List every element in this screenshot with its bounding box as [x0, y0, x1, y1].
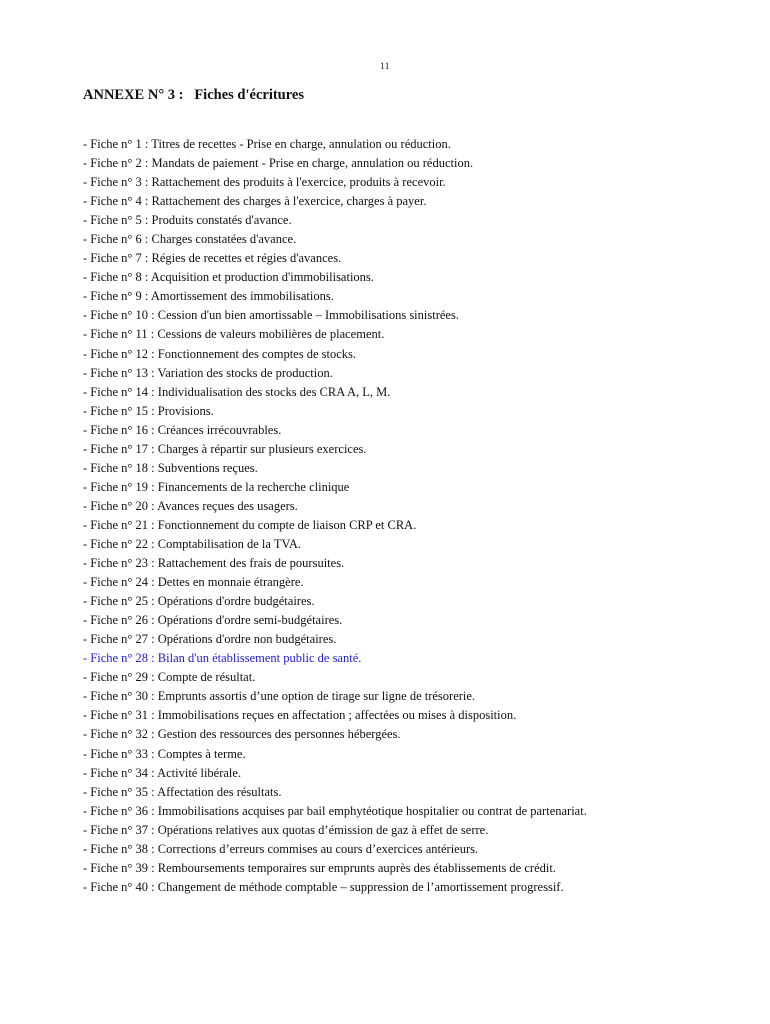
fiche-list [83, 135, 587, 897]
fiche-item: - Fiche n° 14 : Individualisation des stocks des CRA A, L, M. [83, 384, 391, 399]
fiche-item: - Fiche n° 26 : Opérations d'ordre semi-budgétaires. [83, 613, 343, 628]
fiche-item: - Fiche n° 7 : Régies de recettes et régies d'avances. [83, 251, 342, 266]
fiche-item: - Fiche n° 19 : Financements de la recherche clinique [83, 479, 350, 494]
fiche-item: - Fiche n° 30 : Emprunts assortis d’une option de tirage sur ligne de trésorerie. [83, 689, 476, 704]
fiche-item: - Fiche n° 18 : Subventions reçues. [83, 460, 258, 475]
fiche-item: - Fiche n° 12 : Fonctionnement des comptes de stocks. [83, 346, 357, 361]
fiche-item: - Fiche n° 39 : Remboursements temporaires sur emprunts auprès des établissements de crédit. [83, 860, 556, 875]
fiche-item: - Fiche n° 21 : Fonctionnement du compte de liaison CRP et CRA. [83, 517, 417, 532]
fiche-item: - Fiche n° 34 : Activité libérale. [83, 765, 242, 780]
fiche-item: - Fiche n° 11 : Cessions de valeurs mobilières de placement. [83, 327, 385, 342]
fiche-item: - Fiche n° 36 : Immobilisations acquises par bail emphytéotique hospitalier ou contrat de partenariat. [83, 803, 587, 818]
fiche-item: - Fiche n° 40 : Changement de méthode comptable – suppression de l’amortissement progressif. [83, 879, 564, 894]
fiche-item: - Fiche n° 20 : Avances reçues des usagers. [83, 498, 298, 513]
fiche-item: - Fiche n° 1 : Titres de recettes - Prise en charge, annulation ou réduction. [83, 137, 451, 151]
fiche-item: - Fiche n° 17 : Charges à répartir sur plusieurs exercices. [83, 441, 367, 456]
fiche-item: - Fiche n° 2 : Mandats de paiement - Prise en charge, annulation ou réduction. [83, 156, 474, 171]
fiche-item: - Fiche n° 38 : Corrections d’erreurs commises au cours d’exercices antérieurs. [83, 841, 479, 856]
fiche-item: - Fiche n° 32 : Gestion des ressources des personnes hébergées. [83, 727, 401, 742]
fiche-item: - Fiche n° 23 : Rattachement des frais de poursuites. [83, 556, 345, 571]
fiche-item: - Fiche n° 10 : Cession d'un bien amortissable – Immobilisations sinistrées. [83, 308, 459, 323]
fiche-item: - Fiche n° 35 : Affectation des résultats. [83, 784, 282, 799]
fiche-item: - Fiche n° 16 : Créances irrécouvrables. [83, 422, 282, 437]
fiche-item: - Fiche n° 25 : Opérations d'ordre budgétaires. [83, 594, 315, 609]
fiche-item: - Fiche n° 6 : Charges constatées d'avance. [83, 232, 297, 247]
fiche-item: - Fiche n° 15 : Provisions. [83, 403, 214, 418]
fiche-item: - Fiche n° 22 : Comptabilisation de la TVA. [83, 536, 302, 551]
page-number: 11 [380, 61, 390, 71]
fiche-item: - Fiche n° 4 : Rattachement des charges à l'exercice, charges à payer. [83, 194, 427, 209]
fiche-item: - Fiche n° 29 : Compte de résultat. [83, 670, 256, 685]
fiche-item: - Fiche n° 3 : Rattachement des produits à l'exercice, produits à recevoir. [83, 175, 446, 190]
fiche-item: - Fiche n° 8 : Acquisition et production d'immobilisations. [83, 270, 374, 285]
page-title: ANNEXE N° 3 : Fiches d'écritures [83, 87, 304, 103]
fiche-item: - Fiche n° 37 : Opérations relatives aux quotas d’émission de gaz à effet de serre. [83, 822, 489, 837]
fiche-link-item[interactable]: - Fiche n° 28 : Bilan d'un établissement public de santé. [83, 651, 362, 666]
fiche-item: - Fiche n° 27 : Opérations d'ordre non budgétaires. [83, 632, 337, 647]
fiche-item: - Fiche n° 24 : Dettes en monnaie étrangère. [83, 575, 304, 590]
fiche-item: - Fiche n° 33 : Comptes à terme. [83, 746, 246, 761]
fiche-item: - Fiche n° 9 : Amortissement des immobilisations. [83, 289, 334, 304]
fiche-item: - Fiche n° 31 : Immobilisations reçues en affectation ; affectées ou mises à disposition. [83, 708, 517, 723]
fiche-item: - Fiche n° 5 : Produits constatés d'avance. [83, 213, 292, 228]
fiche-item: - Fiche n° 13 : Variation des stocks de production. [83, 365, 333, 380]
